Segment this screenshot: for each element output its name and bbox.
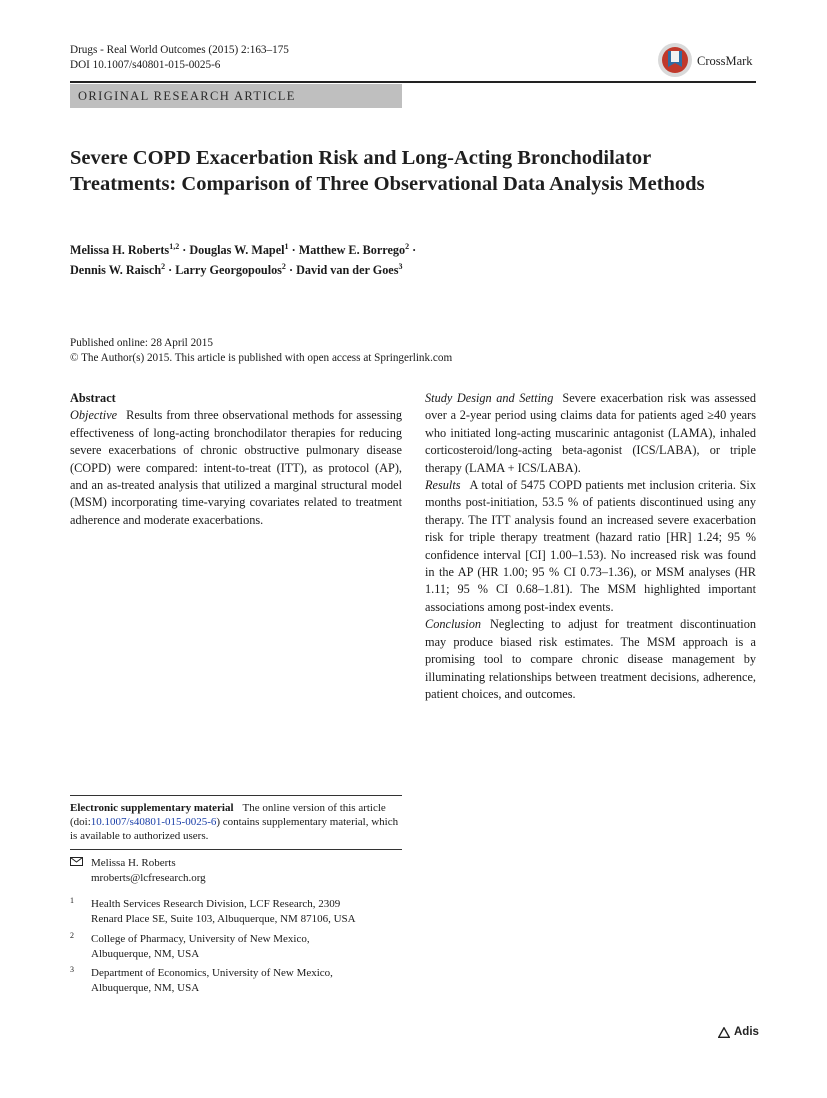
affiliation-line: Department of Economics, University of New Mexico, — [91, 967, 333, 979]
abstract-left-column — [70, 390, 402, 529]
copyright-line: © The Author(s) 2015. This article is published with open access at Springerlink.com — [70, 352, 453, 364]
affiliation-1 — [70, 897, 402, 927]
author-name[interactable]: David van der Goes — [296, 263, 399, 277]
objective-label: Objective — [70, 408, 118, 423]
author-separator: · — [182, 243, 187, 257]
author-separator: · — [291, 243, 296, 257]
crossmark-highlight — [671, 51, 679, 62]
author-affiliation-ref: 2 — [161, 261, 166, 271]
author-name[interactable]: Larry Georgopoulos — [175, 263, 282, 277]
affiliation-line: Albuquerque, NM, USA — [91, 981, 200, 994]
corresponding-text — [91, 856, 402, 885]
article-title: Severe COPD Exacerbation Risk and Long-Acting Bronchodilator Treatments: Comparison of Three Observational Data Analysis Methods — [70, 147, 705, 195]
conclusion-label: Conclusion — [425, 617, 482, 632]
affiliation-3 — [70, 966, 402, 996]
publication-info — [70, 336, 570, 366]
header-rule — [70, 81, 756, 83]
affiliation-line: Health Services Research Division, LCF Research, 2309 — [91, 898, 341, 910]
author-list — [70, 240, 760, 280]
affiliation-text — [91, 966, 402, 995]
adis-triangle-icon — [718, 1027, 730, 1038]
footnote-rule-bottom — [70, 849, 402, 850]
corresponding-email[interactable]: mroberts@lcfresearch.org — [91, 871, 206, 884]
affiliation-text — [91, 897, 402, 926]
author-affiliation-ref: 3 — [398, 261, 403, 271]
doi-line: DOI 10.1007/s40801-015-0025-6 — [70, 59, 221, 71]
affiliation-2 — [70, 932, 402, 962]
publisher-name: Adis — [734, 1026, 759, 1038]
author-affiliation-ref: 1 — [284, 241, 289, 251]
abstract-study-design — [425, 390, 756, 477]
author-affiliation-ref: 2 — [281, 261, 286, 271]
affiliation-number: 1 — [70, 896, 74, 905]
corresponding-author — [70, 856, 402, 886]
abstract-heading: Abstract — [70, 391, 116, 405]
author-name[interactable]: Matthew E. Borrego — [298, 243, 406, 257]
author-affiliation-ref: 1,2 — [169, 241, 180, 251]
study-design-text: Severe exacerbation risk was assessed over a 2-year period using claims data for patients aged ≥40 years who initiated long-acting muscarinic antagonist (LAMA), inhaled corticosteroid/long-acting beta-agonist (ICS/LABA), or triple therapy (LAMA + ICS/LABA). — [425, 391, 756, 475]
results-text: A total of 5475 COPD patients met inclusion criteria. Six months post-initiation, 53.5 % of patients discontinued using any therapy. The ITT analysis found an increased severe exacerbation risk for triple therapy treatment (hazard ratio [HR] 1.24; 95 % confidence interval [CI] 1.00–1.53). No increased risk was found in the AP (HR 1.00; 95 % CI 0.73–1.36), or MSM analyses (HR 1.11; 95 % CI 0.68–1.81). The MSM highlighted important associations among post-index events. — [425, 478, 756, 614]
esm-doi-link[interactable]: 10.1007/s40801-015-0025-6 — [90, 816, 217, 829]
abstract-conclusion — [425, 616, 756, 703]
crossmark-label: CrossMark — [697, 54, 753, 68]
author-separator: · — [412, 243, 417, 257]
conclusion-text: Neglecting to adjust for treatment discontinuation may produce biased risk estimates. The MSM approach is a promising tool to compare chronic disease management by illuminating relationships between treatment decisions, adherence, patient choices, and outcomes. — [425, 617, 756, 701]
affiliation-number: 2 — [70, 931, 74, 940]
author-affiliation-ref: 2 — [405, 241, 410, 251]
journal-citation: Drugs - Real World Outcomes (2015) 2:163–175 — [70, 44, 289, 56]
esm-text-end: ) contains supplementary material, which is available to authorized users. — [70, 816, 399, 843]
objective-text: Results from three observational methods for assessing effectiveness of long-acting bronchodilator therapies for reducing severe exacerbations of chronic obstructive pulmonary disease (COPD) were compared: intent-to-treat (ITT), as protocol (AP), and an as-treated analysis that utilized a marginal structural model (MSM) incorporating time-varying covariates related to treatment adherence and moderate exacerbations. — [70, 408, 402, 527]
supplementary-material-note — [70, 801, 402, 844]
esm-label: Electronic supplementary material — [70, 802, 234, 814]
affiliation-text — [91, 932, 402, 961]
corresponding-name: Melissa H. Roberts — [91, 857, 176, 869]
abstract-results — [425, 477, 756, 616]
author-name[interactable]: Melissa H. Roberts — [70, 243, 170, 257]
footnote-rule-top — [70, 795, 402, 796]
author-name[interactable]: Douglas W. Mapel — [189, 243, 285, 257]
esm-text: The online version of this article (doi: — [70, 802, 386, 829]
results-label: Results — [425, 478, 461, 493]
article-type-banner: ORIGINAL RESEARCH ARTICLE — [70, 84, 402, 108]
author-separator: · — [288, 263, 294, 277]
affiliation-number: 3 — [70, 965, 74, 974]
published-date: Published online: 28 April 2015 — [70, 337, 213, 349]
study-design-label: Study Design and Setting — [425, 391, 554, 405]
abstract-right-column — [425, 390, 756, 703]
affiliation-line: Albuquerque, NM, USA — [91, 947, 200, 960]
affiliation-line: College of Pharmacy, University of New Mexico, — [91, 933, 310, 945]
abstract-objective — [70, 407, 402, 529]
author-name[interactable]: Dennis W. Raisch — [70, 263, 162, 277]
affiliation-line: Renard Place SE, Suite 103, Albuquerque, NM 87106, USA — [91, 912, 356, 925]
envelope-icon — [70, 857, 83, 866]
author-separator: · — [168, 263, 173, 277]
